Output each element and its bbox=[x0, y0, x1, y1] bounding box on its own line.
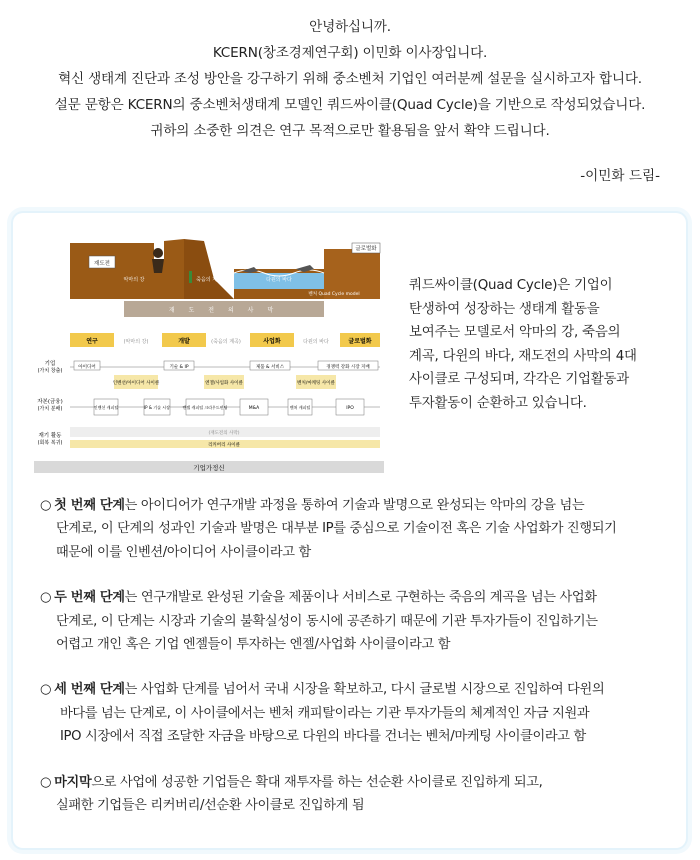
point-text: 때문에 이를 인벤션/아이디어 사이클이라고 함 bbox=[56, 544, 311, 560]
stage-point-4 bbox=[40, 771, 680, 818]
row3-item: 리커버리 사이클 bbox=[208, 443, 240, 448]
stage-label: 글로벌화 bbox=[348, 338, 372, 345]
cactus-icon bbox=[189, 271, 192, 283]
label-darwin-sea: 다윈의 바다 bbox=[266, 277, 292, 283]
point-text: 는 연구개발로 완성된 기술을 제품이나 서비스로 구현하는 죽음의 계곡을 넘는 사업화 bbox=[124, 590, 597, 606]
stage-point-1 bbox=[40, 494, 680, 564]
intro-line: KCERN(창조경제연구회) 이민화 이사장입니다. bbox=[212, 45, 488, 61]
devil-icon bbox=[153, 248, 163, 258]
point-text: 으로 사업에 성공한 기업들은 확대 재투자를 하는 선순환 사이클로 진입하게 되고, bbox=[91, 774, 543, 790]
row2-item: 벤처 캐피털 bbox=[289, 405, 311, 410]
bullet-icon: ○ bbox=[40, 774, 52, 790]
row-label: 기업 bbox=[44, 361, 56, 367]
description-line: 쿼드싸이클(Quad Cycle)은 기업이 bbox=[409, 278, 613, 293]
description-line: 탄생하여 성장하는 생태계 활동을 bbox=[409, 301, 600, 317]
label-desert: 재 도 전 의 사 막 bbox=[168, 307, 280, 314]
label-rechallenge: 재도전 bbox=[94, 261, 110, 267]
stage-label: 다윈의 바다 bbox=[303, 339, 329, 345]
row2-item: 엔젤 캐피털 크라우드펀딩 bbox=[182, 405, 228, 410]
point-title: 세 번째 단계 bbox=[54, 682, 125, 698]
label-global: 글로벌화 bbox=[355, 246, 377, 252]
intro-line: 안녕하십니까. bbox=[309, 19, 391, 35]
row2-item: IPO bbox=[346, 406, 354, 411]
point-text: 는 아이디어가 연구개발 과정을 통하여 기술과 발명으로 완성되는 악마의 강을 넘는 bbox=[124, 498, 585, 513]
stage-label: 연구 bbox=[86, 338, 98, 345]
label-devil-river: 악마의 강 bbox=[123, 277, 145, 283]
bullet-icon: ○ bbox=[40, 498, 52, 513]
row-label: 자본(금융) bbox=[37, 399, 63, 405]
intro-line: 혁신 생태계 진단과 조성 방안을 강구하기 위해 중소벤처 기업인 여러분께 설문을 실시하고자 합니다. bbox=[58, 71, 642, 87]
row2-item: IP & 기술 시장 bbox=[144, 405, 170, 410]
row-sublabel: (가치 창출) bbox=[37, 368, 63, 374]
stage-point-3 bbox=[40, 678, 680, 748]
point-text: 실패한 기업들은 리커버리/선순환 사이클로 진입하게 됨 bbox=[56, 798, 365, 814]
stage-points bbox=[40, 494, 680, 839]
stage-label: 개발 bbox=[178, 338, 190, 345]
stage-header bbox=[70, 333, 380, 347]
point-title: 첫 번째 단계 bbox=[54, 498, 125, 513]
description-line: 투자활동이 순환하고 있습니다. bbox=[409, 395, 587, 411]
row1-item: 기술 & IP bbox=[169, 365, 189, 370]
cycle-label: 인벤션/아이디어 사이클 bbox=[112, 381, 160, 386]
cycle-label: 벤처/마케팅 사이클 bbox=[297, 381, 335, 386]
quad-cycle-description bbox=[409, 274, 684, 416]
row1-item: 제품 & 서비스 bbox=[255, 365, 285, 370]
label-cycle-model: 벤처 Quad Cycle model bbox=[308, 292, 360, 297]
description-line: 보여주는 모델로서 악마의 강, 죽음의 bbox=[409, 325, 621, 341]
stage-label: (악마의 강) bbox=[123, 339, 149, 345]
point-text: 는 사업화 단계를 넘어서 국내 시장을 확보하고, 다시 글로벌 시장으로 진입하여 다윈의 bbox=[124, 682, 605, 698]
terrain-left bbox=[70, 239, 184, 299]
figure-footer-label: 기업가정신 bbox=[193, 464, 225, 472]
stage-point-2 bbox=[40, 586, 680, 656]
point-text: 어렵고 개인 혹은 기업 엔젤들이 투자하는 엔젤/사업화 사이클이라고 함 bbox=[56, 637, 451, 653]
description-line: 사이클로 구성되며, 각각은 기업활동과 bbox=[409, 372, 629, 388]
point-text: 바다를 넘는 단계로, 이 사이클에서는 벤처 캐피탈이라는 기관 투자가들의 체계적인 자금 지원과 bbox=[60, 705, 590, 721]
point-text: IPO 시장에서 직접 조달한 자금을 바탕으로 다윈의 바다를 건너는 벤처/마케팅 사이클이라고 함 bbox=[60, 729, 586, 745]
signature: -이민화 드림- bbox=[580, 168, 660, 184]
quad-cycle-diagram bbox=[34, 229, 384, 475]
intro-message bbox=[0, 14, 700, 144]
point-text: 단계로, 이 단계는 시장과 기술의 불확실성이 동시에 공존하기 때문에 기관 투자가들이 진입하기는 bbox=[56, 613, 598, 629]
row-sublabel: (가치 분배) bbox=[37, 406, 63, 412]
row3-item: (재도전의 사막) bbox=[208, 431, 240, 436]
cycle-label: 엔젤/사업화 사이클 bbox=[205, 381, 243, 386]
row-label: 재기 활동 bbox=[38, 433, 62, 439]
description-line: 계곡, 다윈의 바다, 재도전의 사막의 4대 bbox=[409, 348, 637, 364]
intro-line: 귀하의 소중한 의견은 연구 목적으로만 활용됨을 앞서 확약 드립니다. bbox=[150, 123, 550, 139]
quad-cycle-figure bbox=[34, 229, 384, 475]
row-sublabel: (회복 복귀) bbox=[37, 440, 63, 446]
row2-item: M&A bbox=[248, 406, 260, 411]
point-title: 두 번째 단계 bbox=[54, 590, 125, 606]
row2-item: 인벤션 캐피털 bbox=[93, 405, 119, 410]
point-title: 마지막 bbox=[54, 774, 92, 790]
row1-item: 아이디어 bbox=[78, 365, 96, 370]
point-text: 단계로, 이 단계의 성과인 기술과 발명은 대부분 IP를 중심으로 기술이전 혹은 기술 사업화가 진행되기 bbox=[56, 521, 617, 537]
stage-label: 사업화 bbox=[263, 338, 281, 345]
stage-label: (죽음의 계곡) bbox=[211, 339, 241, 345]
intro-line: 설문 문항은 KCERN의 중소벤처생태계 모델인 쿼드싸이클(Quad Cycle)을 기반으로 작성되었습니다. bbox=[54, 97, 646, 113]
bullet-icon: ○ bbox=[40, 590, 52, 606]
bullet-icon: ○ bbox=[40, 682, 52, 698]
row1-item: 경쟁력 강화 시장 지배 bbox=[326, 365, 370, 370]
label-death-valley: 죽음의 계곡 bbox=[196, 277, 222, 283]
